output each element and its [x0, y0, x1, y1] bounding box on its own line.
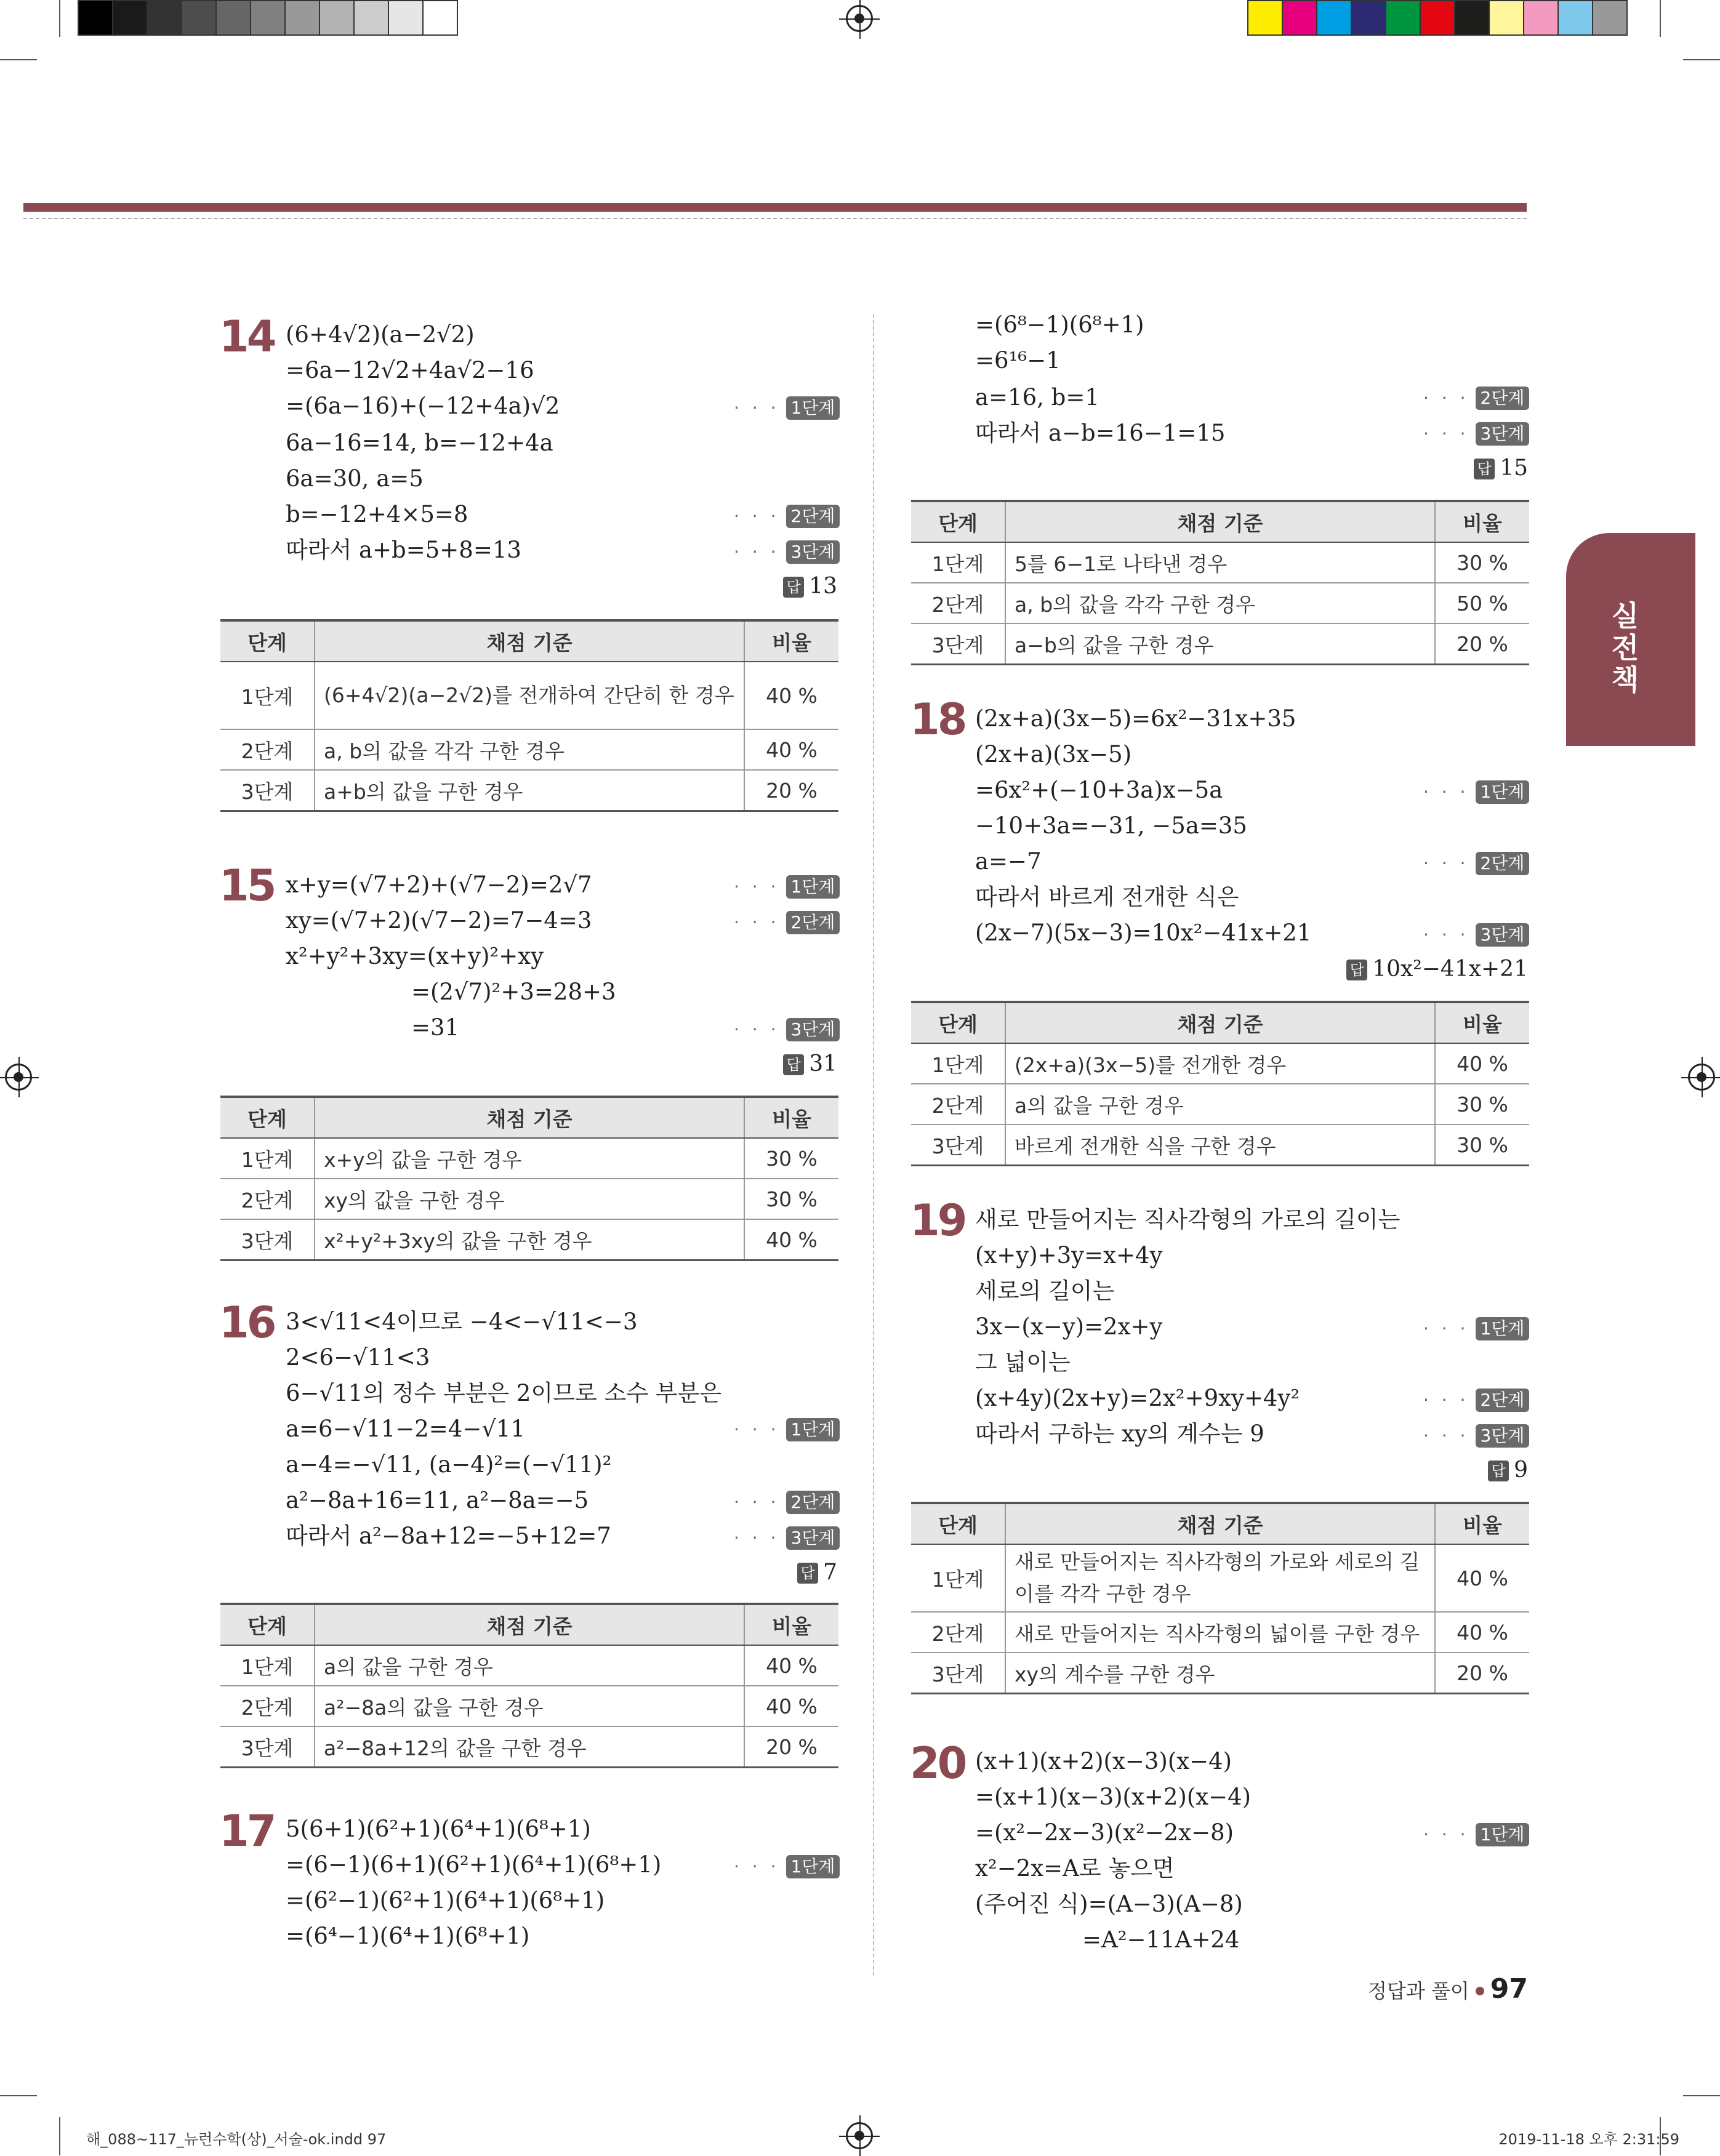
problem-number: 19 [910, 1195, 965, 1246]
step-marker: · · · 2단계 [1423, 387, 1529, 410]
solution-line: 따라서 a+b=5+8=13 [286, 537, 521, 563]
answer-icon: 답 [797, 1563, 818, 1584]
registration-mark-bottom [846, 2122, 873, 2149]
header-rule [23, 203, 1527, 212]
problem-number: 16 [219, 1297, 275, 1348]
solution-line: =A²−11A+24 [1082, 1926, 1240, 1953]
step-marker: · · · 2단계 [1423, 852, 1529, 875]
answer: 답 9 [1488, 1457, 1528, 1483]
column-divider [873, 314, 874, 1976]
solution-line: b=−12+4×5=8 [286, 501, 468, 527]
footer-filename: 해_088~117_뉴런수학(상)_서술-ok.indd 97 [86, 2131, 387, 2148]
solution-line: (주어진 식)=(A−3)(A−8) [975, 1891, 1243, 1917]
step-marker: · · · 3단계 [1423, 1424, 1529, 1448]
solution-line: 그 넓이는 [975, 1349, 1071, 1376]
solution-line: =(2√7)²+3=28+3 [411, 979, 616, 1005]
solution-line: (2x+a)(3x−5)=6x²−31x+35 [975, 705, 1296, 732]
solution-line: x+y=(√7+2)+(√7−2)=2√7 [286, 872, 592, 898]
answer-icon: 답 [783, 1054, 804, 1075]
section-side-tab [1566, 533, 1695, 746]
answer-icon: 답 [1474, 459, 1495, 479]
step-marker: · · · 1단계 [1423, 780, 1529, 804]
solution-line: x²−2x=A로 놓으면 [975, 1855, 1175, 1881]
solution-line: =(x+1)(x−3)(x+2)(x−4) [975, 1784, 1252, 1810]
solution-line: =6a−12√2+4a√2−16 [286, 357, 534, 383]
solution-line: a−4=−√11, (a−4)²=(−√11)² [286, 1451, 612, 1478]
solution-line: a=6−√11−2=4−√11 [286, 1416, 526, 1442]
registration-mark-top [846, 5, 873, 32]
grading-table: 단계 채점 기준 비율 1단계 새로 만들어지는 직사각형의 가로와 세로의 길이를 각각 구한 경우 40 % 2단계 새로 만들어지는 직사각형의 넓이를 구한 경우 40 % 3단계 xy의 계수를 구한 경우 20 % [911, 1502, 1529, 1694]
step-marker: · · · 3단계 [1423, 422, 1529, 446]
side-tab-label: 실전책 [1607, 601, 1640, 697]
solution-line: =(6⁸−1)(6⁸+1) [975, 311, 1144, 338]
solution-line: =6¹⁶−1 [975, 347, 1061, 374]
answer: 답 7 [797, 1560, 837, 1585]
solution-line: 따라서 바르게 전개한 식은 [975, 884, 1239, 910]
solution-line: =(6²−1)(6²+1)(6⁴+1)(6⁸+1) [286, 1887, 605, 1914]
solution-line: 3x−(x−y)=2x+y [975, 1313, 1163, 1340]
solution-line: =(6⁴−1)(6⁴+1)(6⁸+1) [286, 1923, 530, 1949]
solution-line: (2x−7)(5x−3)=10x²−41x+21 [975, 920, 1312, 946]
solution-line: 6−√11의 정수 부분은 2이므로 소수 부분은 [286, 1380, 721, 1406]
solution-line: 세로의 길이는 [975, 1278, 1115, 1304]
solution-line: 따라서 a²−8a+12=−5+12=7 [286, 1523, 611, 1549]
solution-line: x²+y²+3xy=(x+y)²+xy [286, 943, 544, 969]
step-marker: · · · 1단계 [734, 875, 840, 899]
solution-line: (x+y)+3y=x+4y [975, 1242, 1163, 1268]
solution-line: a²−8a+16=11, a²−8a=−5 [286, 1487, 589, 1513]
solution-line: xy=(√7+2)(√7−2)=7−4=3 [286, 907, 592, 934]
crop-mark [1660, 0, 1661, 37]
solution-line: 6a=30, a=5 [286, 465, 424, 492]
crop-mark [1683, 2095, 1720, 2096]
bullet-dot-icon [1476, 1987, 1484, 1995]
step-marker: · · · 3단계 [1423, 923, 1529, 947]
answer-icon: 답 [1488, 1461, 1509, 1481]
registration-mark-right [1688, 1064, 1715, 1091]
solution-line: 따라서 a−b=16−1=15 [975, 420, 1226, 446]
crop-mark [1683, 59, 1720, 60]
page-number: 97 [1490, 1973, 1528, 2005]
step-marker: · · · 3단계 [734, 1018, 840, 1041]
solution-line: =31 [411, 1014, 460, 1041]
problem-number: 17 [219, 1806, 275, 1856]
solution-line: 새로 만들어지는 직사각형의 가로의 길이는 [975, 1206, 1401, 1233]
answer-icon: 답 [1346, 960, 1367, 980]
solution-line: 2<6−√11<3 [286, 1344, 430, 1371]
solution-line: =(x²−2x−3)(x²−2x−8) [975, 1819, 1234, 1846]
crop-mark [0, 2095, 37, 2096]
step-marker: · · · 1단계 [1423, 1823, 1529, 1846]
problem-number: 18 [910, 694, 965, 745]
solution-line: =(6a−16)+(−12+4a)√2 [286, 393, 560, 419]
solution-line: 6a−16=14, b=−12+4a [286, 430, 553, 456]
solution-line: (x+4y)(2x+y)=2x²+9xy+4y² [975, 1385, 1300, 1411]
solution-line: (2x+a)(3x−5) [975, 741, 1132, 767]
page-label: 정답과 풀이 97 [1368, 1973, 1528, 2005]
step-marker: · · · 1단계 [734, 1855, 840, 1878]
solution-line: 5(6+1)(6²+1)(6⁴+1)(6⁸+1) [286, 1816, 591, 1842]
grading-table: 단계 채점 기준 비율 1단계 (6+4√2)(a−2√2)를 전개하여 간단히 한 경우 40 % 2단계 a, b의 값을 각각 구한 경우 40 % 3단계 a+b의 값을 구한 경우 20 % [220, 619, 838, 812]
step-marker: · · · 2단계 [734, 505, 840, 528]
solution-line: 따라서 구하는 xy의 계수는 9 [975, 1421, 1264, 1447]
step-marker: · · · 2단계 [1423, 1389, 1529, 1412]
answer: 답 31 [783, 1051, 837, 1076]
crop-mark [59, 0, 60, 37]
step-marker: · · · 2단계 [734, 911, 840, 934]
solution-line: (x+1)(x+2)(x−3)(x−4) [975, 1748, 1232, 1774]
problem-number: 14 [219, 311, 275, 362]
answer-icon: 답 [783, 577, 804, 598]
grading-table: 단계 채점 기준 비율 1단계 x+y의 값을 구한 경우 30 % 2단계 xy의 값을 구한 경우 30 % 3단계 x²+y²+3xy의 값을 구한 경우 40 % [220, 1096, 838, 1261]
solution-line: −10+3a=−31, −5a=35 [975, 812, 1247, 839]
problem-number: 20 [910, 1738, 965, 1789]
step-marker: · · · 1단계 [1423, 1317, 1529, 1340]
solution-line: =(6−1)(6+1)(6²+1)(6⁴+1)(6⁸+1) [286, 1851, 662, 1878]
grading-table: 단계 채점 기준 비율 1단계 5를 6−1로 나타낸 경우 30 % 2단계 a, b의 값을 각각 구한 경우 50 % 3단계 a−b의 값을 구한 경우 20 % [911, 500, 1529, 665]
answer: 답 13 [783, 574, 837, 599]
crop-mark [0, 59, 37, 60]
step-marker: · · · 1단계 [734, 396, 840, 420]
header-dashed-rule [23, 218, 1527, 219]
solution-line: (6+4√2)(a−2√2) [286, 321, 475, 348]
solution-line: 3<√11<4이므로 −4<−√11<−3 [286, 1308, 638, 1335]
grading-table: 단계 채점 기준 비율 1단계 (2x+a)(3x−5)를 전개한 경우 40 % 2단계 a의 값을 구한 경우 30 % 3단계 바르게 전개한 식을 구한 경우 30 % [911, 1001, 1529, 1166]
solution-line: a=16, b=1 [975, 384, 1099, 411]
grading-table: 단계 채점 기준 비율 1단계 a의 값을 구한 경우 40 % 2단계 a²−8a의 값을 구한 경우 40 % 3단계 a²−8a+12의 값을 구한 경우 20 % [220, 1603, 838, 1768]
problem-number: 15 [219, 860, 275, 911]
solution-line: =6x²+(−10+3a)x−5a [975, 777, 1223, 803]
solution-line: a=−7 [975, 848, 1042, 875]
step-marker: · · · 3단계 [734, 540, 840, 564]
step-marker: · · · 3단계 [734, 1526, 840, 1550]
answer: 답 10x²−41x+21 [1346, 956, 1528, 982]
registration-mark-left [5, 1064, 32, 1091]
step-marker: · · · 1단계 [734, 1418, 840, 1441]
answer: 답 15 [1474, 455, 1528, 481]
footer-timestamp: 2019-11-18 오후 2:31:59 [1498, 2131, 1679, 2148]
step-marker: · · · 2단계 [734, 1491, 840, 1514]
crop-mark [59, 2117, 60, 2155]
